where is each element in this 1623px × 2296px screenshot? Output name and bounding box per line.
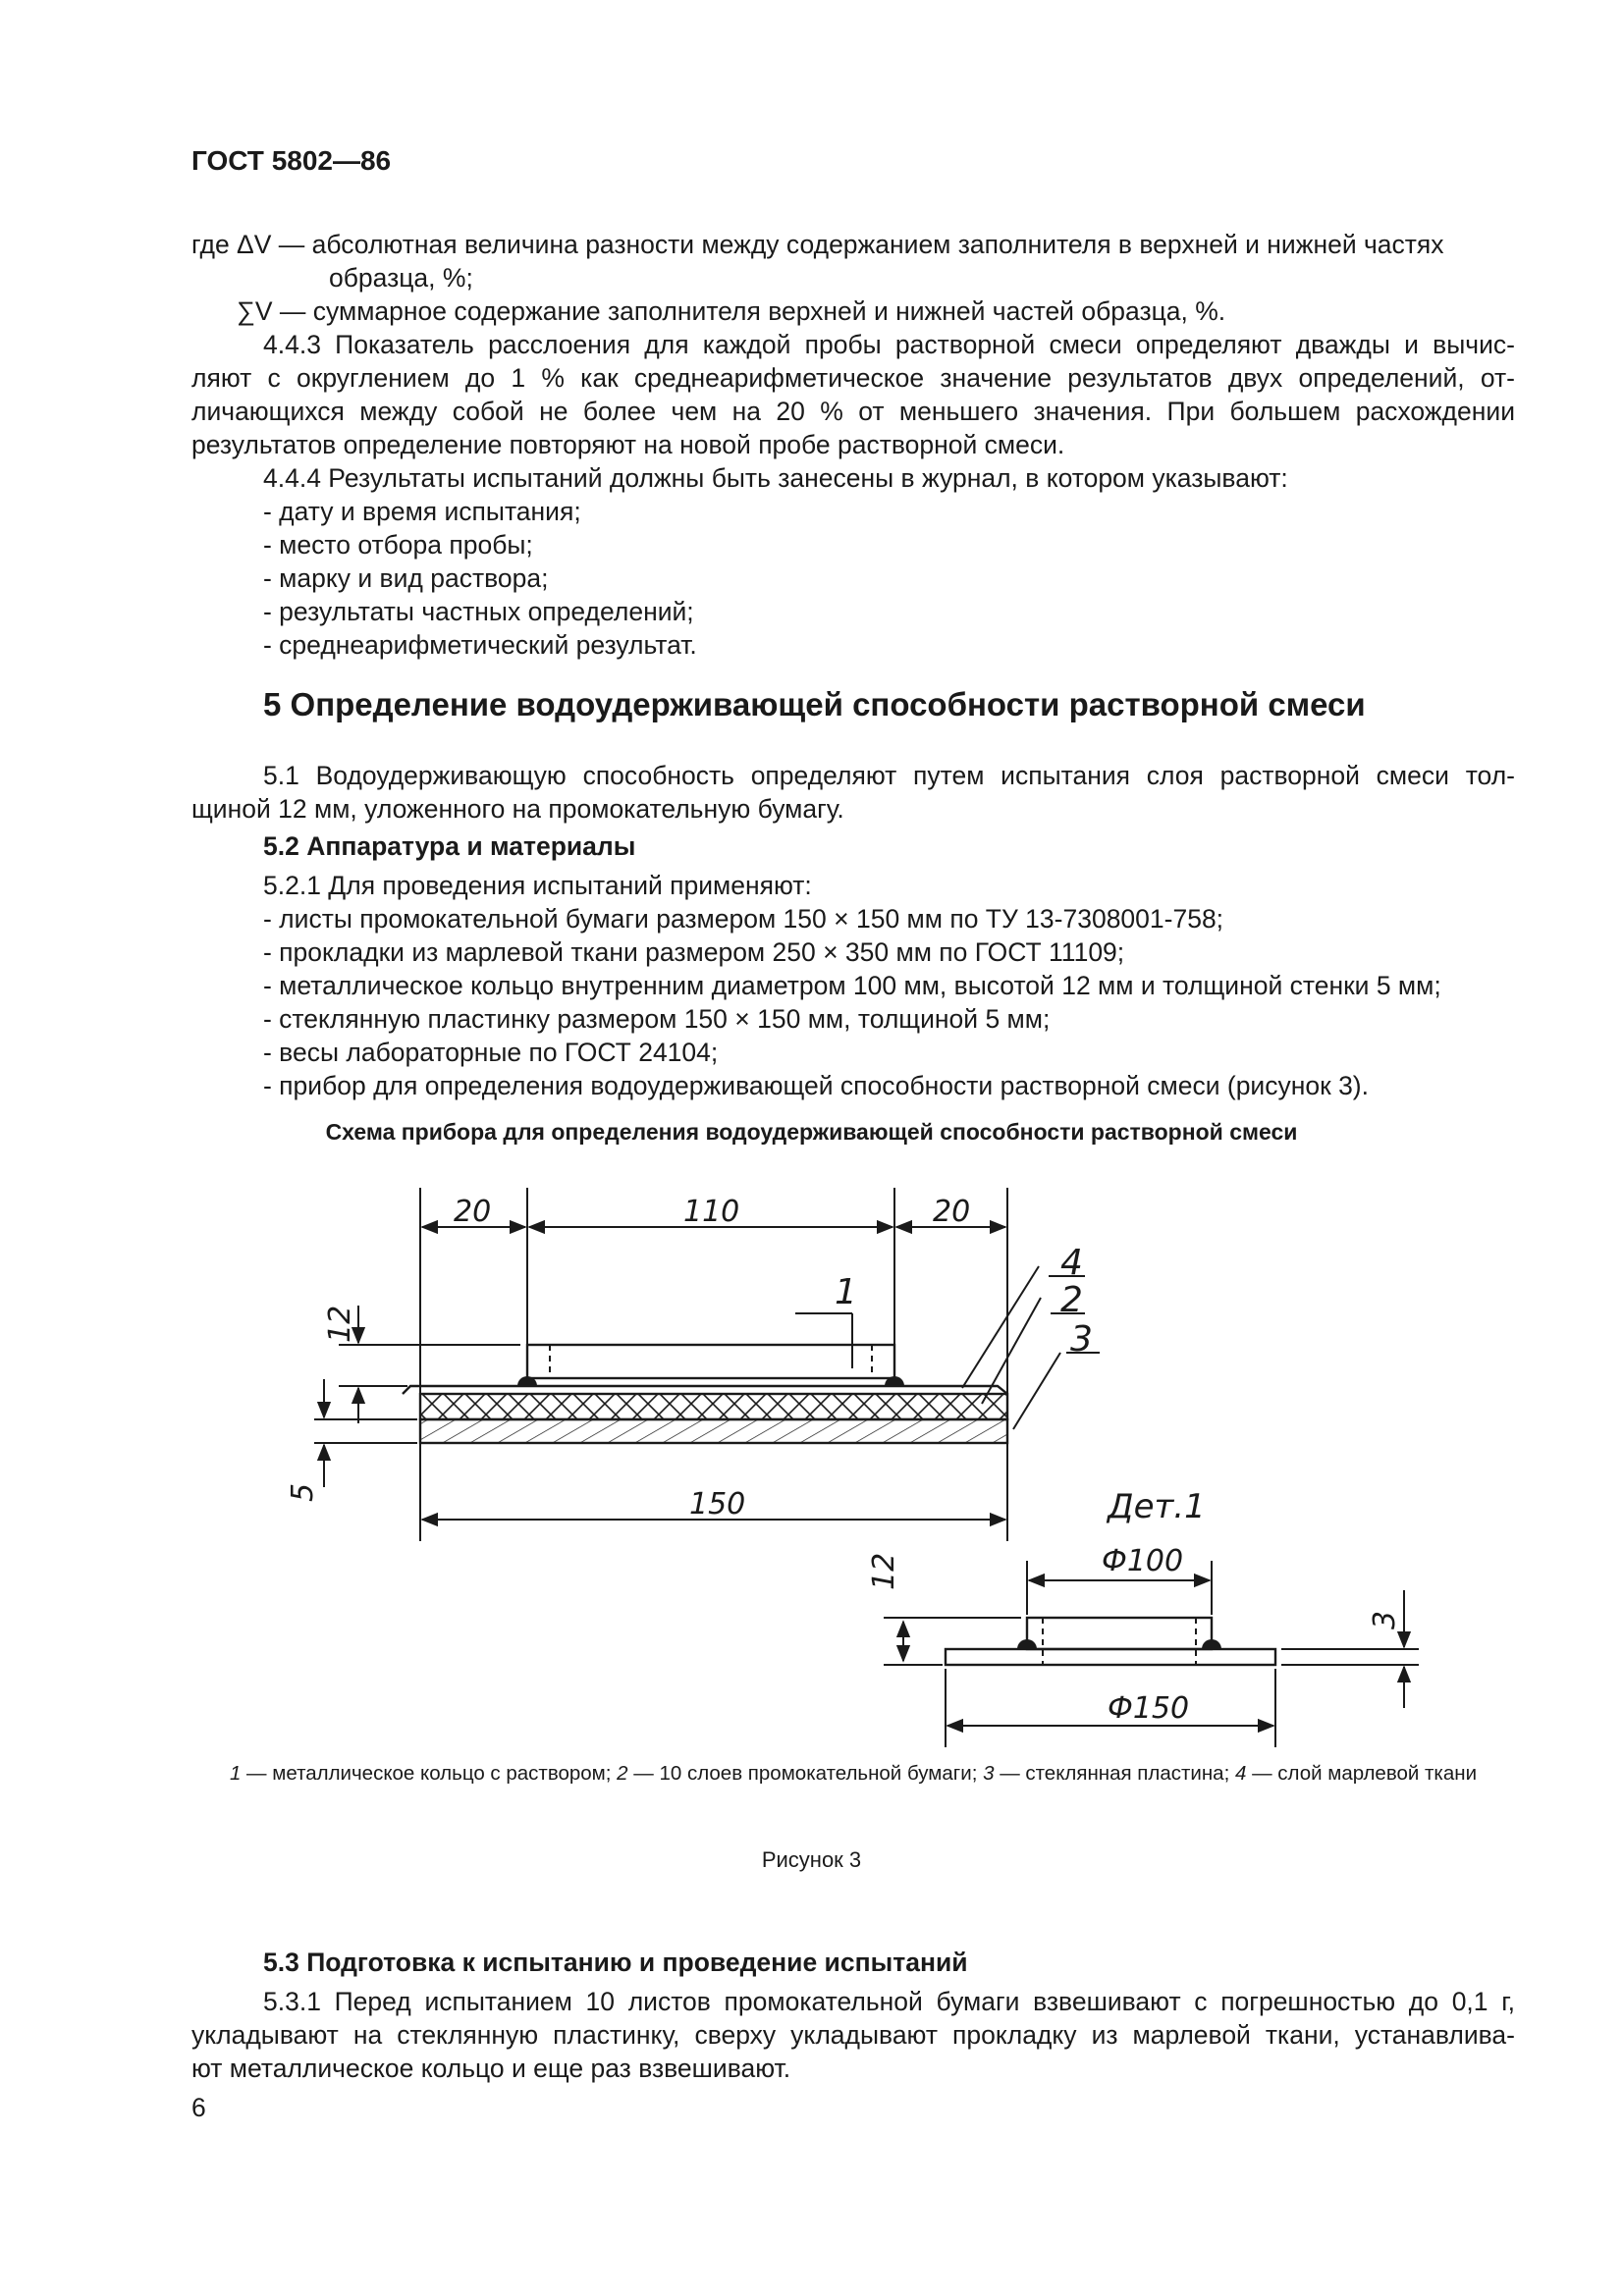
dim-det-h12-label: 12 [867,1552,901,1590]
dim-center-label: 110 [683,1195,740,1229]
p521-item: - металлическое кольцо внутренним диаметром 100 мм, высотой 12 мм и толщиной стенки 5 мм; [263,971,1441,1000]
dim-right-label: 20 [933,1195,971,1229]
p51-line2: щиной 12 мм, уложенного на промокательную бумагу. [191,794,844,824]
p531-line2: укладывают на стеклянную пластинку, сверху укладывают прокладку из марлевой ткани, устанавлива- [191,2020,1515,2050]
dim-left-label: 20 [454,1195,492,1229]
p51-line1: 5.1 Водоудерживающую способность определяют путем испытания слоя растворной смеси тол- [263,761,1515,790]
p521-item: - стеклянную пластинку размером 150 × 150 мм, толщиной 5 мм; [263,1004,1051,1034]
p444-item: - среднеарифметический результат. [263,630,697,660]
callout-1: 1 [835,1272,857,1312]
section52-heading: 5.2 Аппаратура и материалы [263,831,636,861]
figure-title: Схема прибора для определения водоудерживающей способности растворной смеси [325,1119,1298,1145]
legend-dv-line1: где ΔV — абсолютная величина разности между содержанием заполнителя в верхней и нижней частях [191,230,1444,259]
p444-item: - дату и время испытания; [263,497,581,526]
dim-width-label: 150 [689,1487,746,1522]
document-header: ГОСТ 5802—86 [191,145,392,176]
p444-item: - результаты частных определений; [263,597,694,626]
p444-item: - место отбора пробы; [263,530,533,560]
p531-line3: ют металлическое кольцо и еще раз взвешивают. [191,2054,791,2083]
figure-legend [191,1759,1515,1789]
dim-d150-label: Ф150 [1108,1691,1190,1726]
p443-line2: ляют с округлением до 1 % как среднеарифметическое значение результатов двух определений, от- [191,363,1515,393]
legend-t4: — слой марлевой ткани [1246,1762,1478,1785]
legend-n2: 2 [617,1762,628,1785]
dim-glass-label: 5 [286,1482,320,1502]
legend-dv-line2: образца, %; [329,263,473,293]
callout-4: 4 [1060,1243,1083,1283]
p444-item: - марку и вид раствора; [263,563,549,593]
p521-item: - весы лабораторные по ГОСТ 24104; [263,1038,719,1067]
callout-3: 3 [1070,1319,1093,1360]
legend-sv-line: ∑V — суммарное содержание заполнителя верхней и нижней частей образца, %. [237,296,1226,326]
p443-line1: 4.4.3 Показатель расслоения для каждой пробы растворной смеси определяют дважды и вычис- [263,330,1515,359]
detail-label: Дет.1 [1108,1487,1206,1526]
p531-line1: 5.3.1 Перед испытанием 10 листов промокательной бумаги взвешивают с погрешностью до 0,1 г, [263,1987,1515,2016]
legend-n1: 1 [229,1762,242,1785]
dim-det-h3-label: 3 [1368,1610,1402,1629]
p521-item: - листы промокательной бумаги размером 150 × 150 мм по ТУ 13-7308001-758; [263,904,1224,934]
p443-line4: результатов определение повторяют на новой пробе растворной смеси. [191,430,1065,459]
legend-t3: — стеклянная пластина; [994,1762,1235,1785]
dim-height-label: 12 [323,1305,357,1343]
legend-t1: — металлическое кольцо с раствором; [241,1762,618,1785]
p521-item: - прибор для определения водоудерживающей способности растворной смеси (рисунок 3). [263,1071,1369,1100]
dim-d100-label: Ф100 [1102,1544,1184,1578]
legend-n3: 3 [983,1762,995,1785]
figure-caption: Рисунок 3 [761,1847,862,1872]
p521-item: - прокладки из марлевой ткани размером 250 × 350 мм по ГОСТ 11109; [263,937,1125,967]
section53-heading: 5.3 Подготовка к испытанию и проведение испытаний [263,1948,968,1977]
section5-title: 5 Определение водоудерживающей способности растворной смеси [263,686,1366,722]
p443-line3: личающихся между собой не более чем на 20 % от меньшего значения. При большем расхождении [191,397,1515,426]
legend-n4: 4 [1234,1762,1247,1785]
callout-2: 2 [1060,1280,1083,1320]
page-number: 6 [191,2093,206,2122]
p444-intro: 4.4.4 Результаты испытаний должны быть занесены в журнал, в котором указывают: [263,463,1288,493]
legend-t2: — 10 слоев промокательной бумаги; [627,1762,984,1785]
p521-intro: 5.2.1 Для проведения испытаний применяют: [263,871,812,900]
